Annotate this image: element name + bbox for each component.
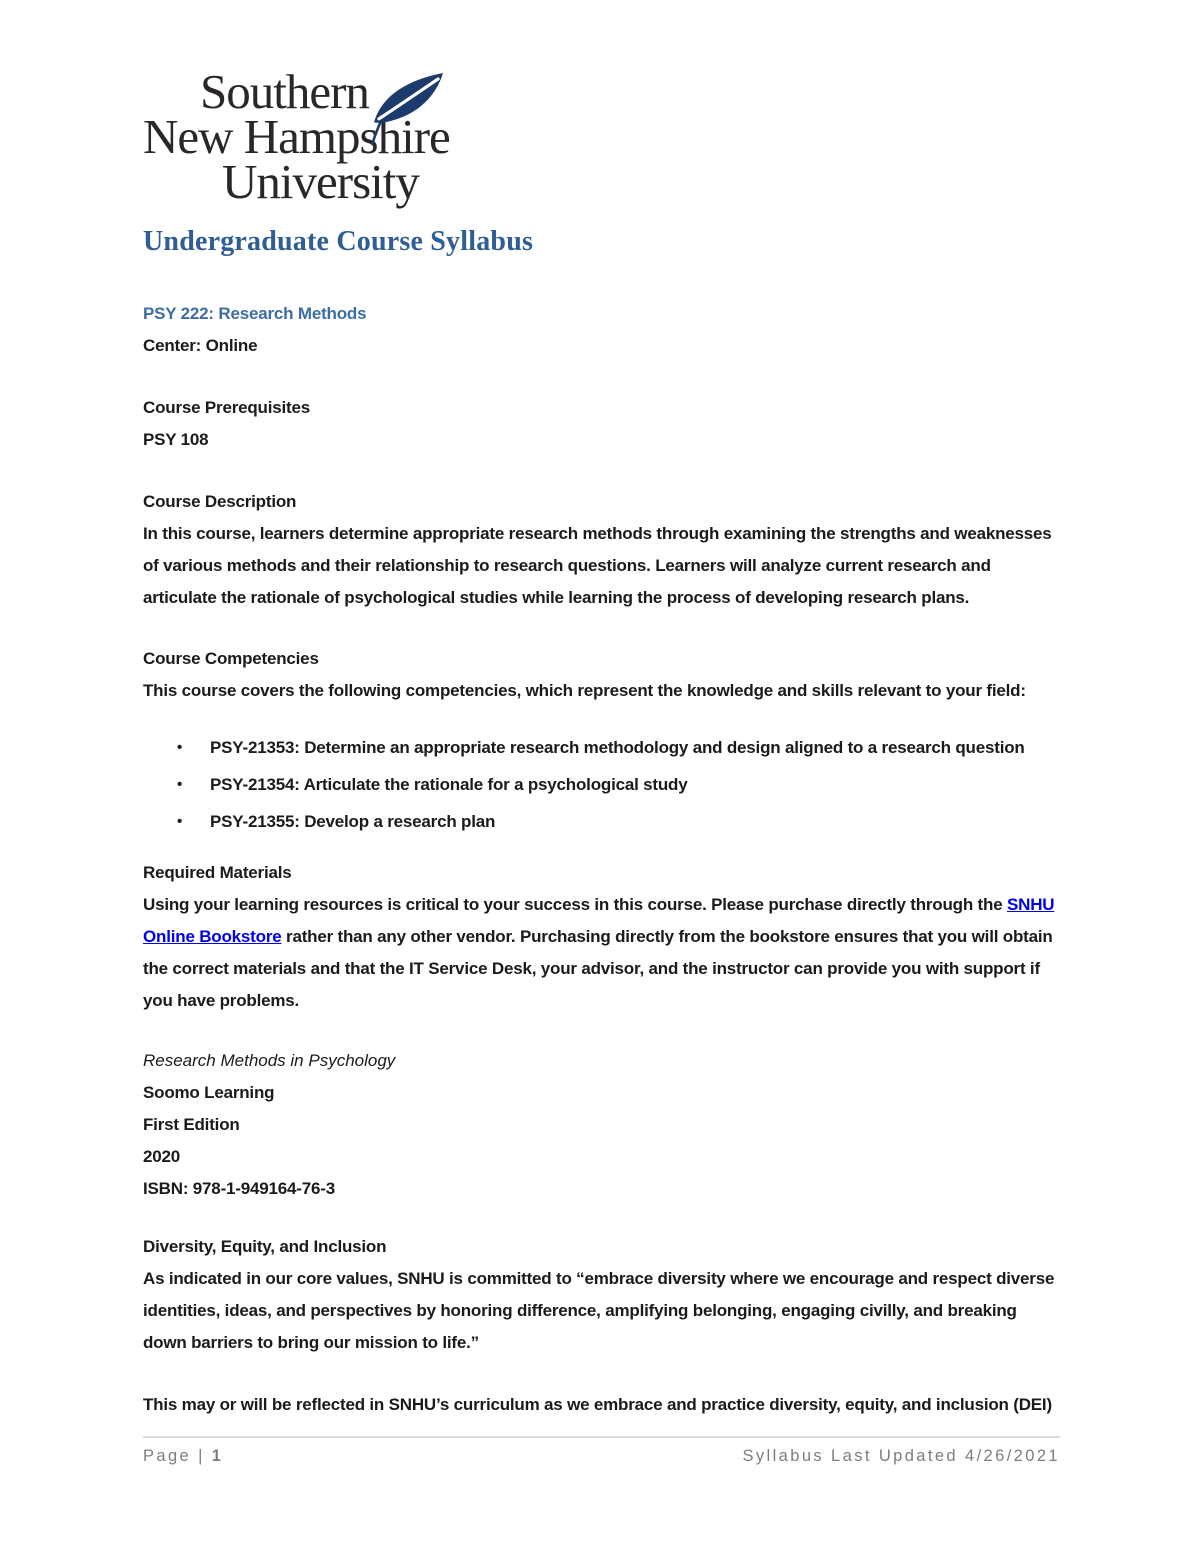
competency-item-text: PSY-21355: Develop a research plan: [210, 812, 496, 831]
footer-page-indicator: [143, 1447, 223, 1466]
footer-page-number: 1: [211, 1447, 224, 1465]
section-course-info: [143, 298, 1058, 362]
textbook-edition: First Edition: [143, 1115, 240, 1134]
bullet-icon: •: [177, 776, 183, 793]
logo-line-new-hampshire: New Hampshire: [143, 109, 450, 164]
competency-item: [177, 729, 1058, 766]
dei-heading: Diversity, Equity, and Inclusion: [143, 1237, 387, 1256]
course-center: Center: Online: [143, 336, 258, 355]
required-materials-text-after: rather than any other vendor. Purchasing directly from the bookstore ensures that you will obtain the correct materials and that the IT Service Desk, your advisor, and the instructor can provide you with support if you have problems.: [143, 927, 1053, 1010]
footer-last-updated: Syllabus Last Updated 4/26/2021: [742, 1447, 1060, 1465]
required-materials-text-before: Using your learning resources is critical to your success in this course. Please purchase directly through the: [143, 895, 1007, 914]
logo-line-university: University: [222, 154, 419, 209]
competency-item-text: PSY-21354: Articulate the rationale for a psychological study: [210, 775, 688, 794]
dei-body: As indicated in our core values, SNHU is committed to “embrace diversity where we encourage and respect diverse identities, ideas, and perspectives by honoring difference, amplifying belonging, engaging civilly, and breaking down barriers to bring our mission to life.”: [143, 1269, 1055, 1352]
footer-page-label: Page |: [143, 1447, 205, 1465]
required-materials-heading: Required Materials: [143, 863, 292, 882]
bullet-icon: •: [177, 813, 183, 830]
bullet-icon: •: [177, 739, 183, 756]
prerequisites-body: PSY 108: [143, 430, 209, 449]
prerequisites-heading: Course Prerequisites: [143, 398, 311, 417]
description-body: In this course, learners determine appropriate research methods through examining the strengths and weaknesses of various methods and their relationship to research questions. Learners will analyze current research and articulate the rationale of psychological studies while learning the process of developing research plans.: [143, 524, 1052, 607]
course-code-heading: PSY 222: Research Methods: [143, 304, 367, 323]
required-materials-body: [143, 889, 1058, 1017]
competencies-list: [143, 729, 1058, 840]
competencies-heading: Course Competencies: [143, 649, 319, 668]
section-description: [143, 486, 1058, 614]
section-textbook: [143, 1045, 1058, 1205]
logo-line-southern: Southern: [200, 64, 369, 119]
competency-item: [177, 803, 1058, 840]
textbook-title: Research Methods in Psychology: [143, 1051, 396, 1070]
section-closing: [143, 1389, 1058, 1421]
textbook-year: 2020: [143, 1147, 181, 1166]
closing-text: This may or will be reflected in SNHU’s curriculum as we embrace and practice diversity, equity, and inclusion (DEI): [143, 1395, 1052, 1414]
description-heading: Course Description: [143, 492, 297, 511]
section-competencies: [143, 643, 1058, 840]
page-title: Undergraduate Course Syllabus: [143, 226, 534, 257]
textbook-isbn: ISBN: 978-1-949164-76-3: [143, 1179, 335, 1198]
snhu-online-bookstore-link[interactable]: SNHU Online Bookstore: [143, 895, 1055, 946]
competency-item: [177, 766, 1058, 803]
textbook-publisher: Soomo Learning: [143, 1083, 275, 1102]
section-required-materials: [143, 857, 1058, 1017]
leaf-icon: [371, 71, 445, 145]
section-dei: [143, 1231, 1058, 1359]
page-footer: [143, 1436, 1060, 1466]
section-prerequisites: [143, 392, 1058, 456]
snhu-logo: [143, 64, 473, 209]
competency-item-text: PSY-21353: Determine an appropriate research methodology and design aligned to a research question: [210, 738, 1025, 757]
competencies-intro: This course covers the following competencies, which represent the knowledge and skills relevant to your field:: [143, 681, 1026, 700]
